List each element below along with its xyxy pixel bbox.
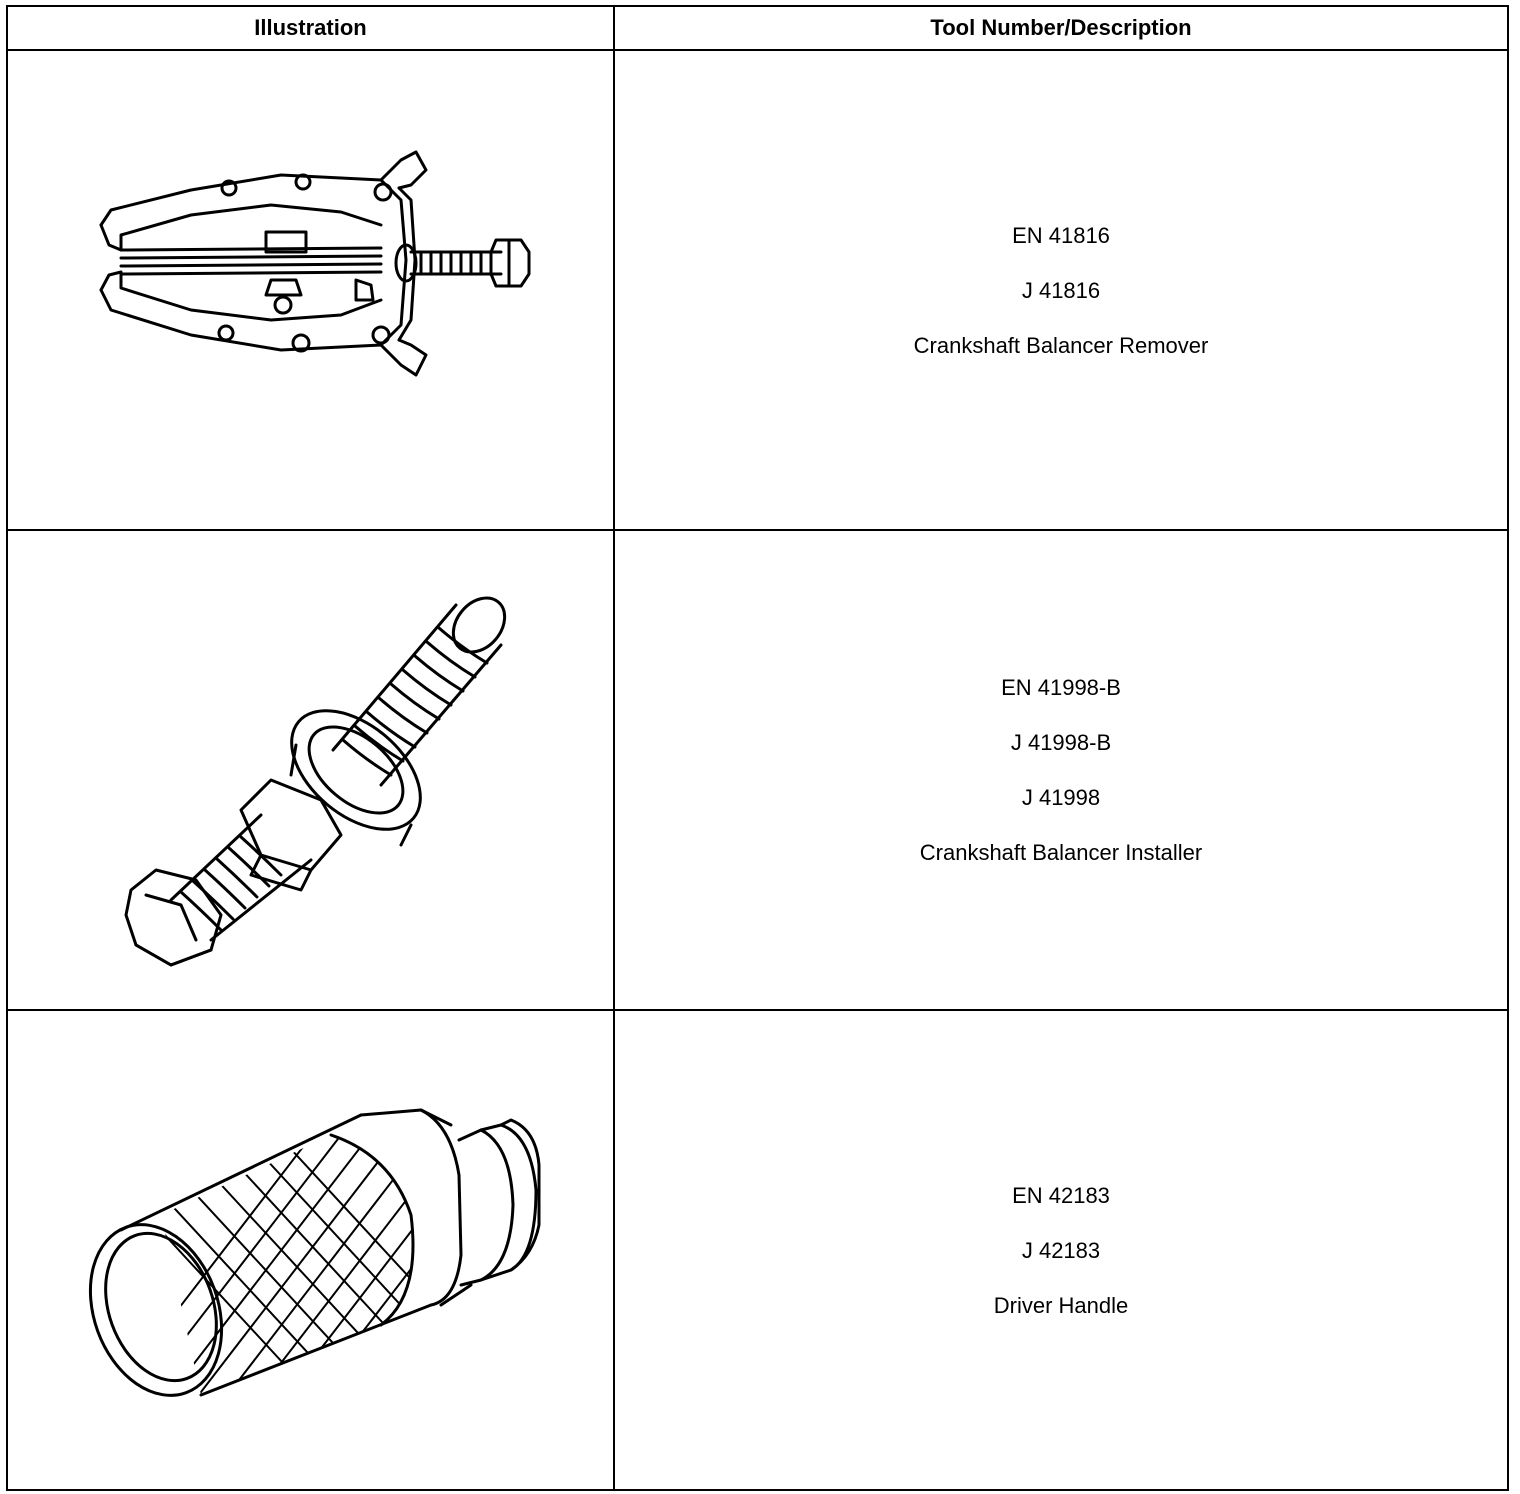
table-row — [7, 50, 1508, 530]
description-cell — [614, 530, 1508, 1010]
tool-description: Crankshaft Balancer Installer — [919, 840, 1203, 865]
description-cell — [614, 50, 1508, 530]
illustration-cell — [7, 50, 614, 530]
tool-number-en: EN 41998-B — [1001, 675, 1121, 700]
tool-number-j: J 42183 — [1021, 1237, 1101, 1263]
tool-number-j: J 41816 — [1021, 277, 1101, 303]
tool-description: Crankshaft Balancer Remover — [913, 332, 1209, 358]
threaded-bolt-installer-icon — [111, 570, 511, 970]
tool-number-en: EN 42183 — [1012, 1182, 1110, 1208]
table-row — [7, 1010, 1508, 1490]
special-tools-table — [6, 5, 1509, 1491]
tool-number-j-alt: J 41998 — [1021, 785, 1101, 810]
table-header-row — [7, 6, 1508, 50]
knurled-handle-icon — [81, 1095, 541, 1405]
header-illustration: Illustration — [7, 6, 614, 50]
tool-number-en: EN 41816 — [1012, 222, 1110, 248]
illustration-cell — [7, 530, 614, 1010]
tool-number-j: J 41998-B — [1010, 730, 1112, 755]
header-tool-description: Tool Number/Description — [614, 6, 1508, 50]
table-row — [7, 530, 1508, 1010]
puller-tool-icon — [81, 140, 541, 440]
description-cell — [614, 1010, 1508, 1490]
tool-description: Driver Handle — [993, 1292, 1129, 1318]
illustration-cell — [7, 1010, 614, 1490]
